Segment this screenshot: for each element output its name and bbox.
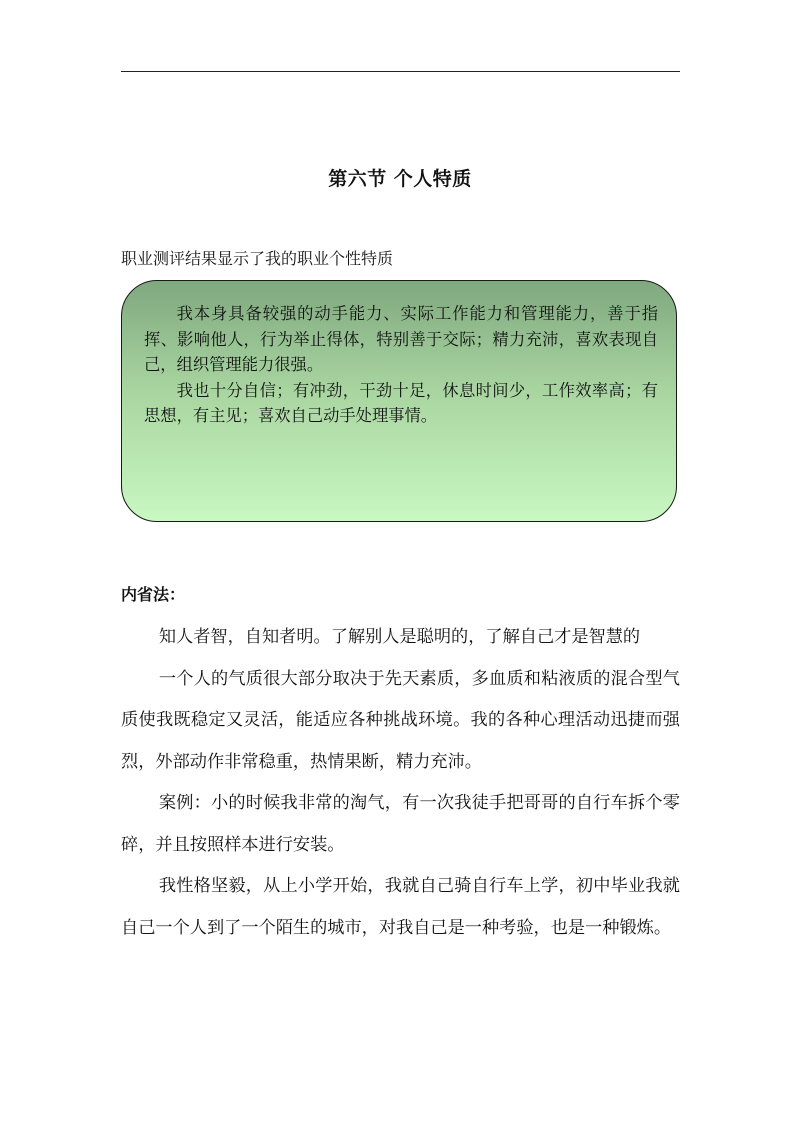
body-paragraph: 一个人的气质很大部分取决于先天素质，多血质和粘液质的混合型气质使我既稳定又灵活，能适应各种挑战环境。我的各种心理活动迅捷而强烈，外部动作非常稳重，热情果断，精力充沛。	[121, 668, 680, 772]
body-paragraph: 知人者智，自知者明。了解别人是聪明的，了解自己才是智慧的	[158, 627, 641, 647]
intro-line: 职业测评结果显示了我的职业个性特质	[121, 249, 394, 268]
introspection-heading: 内省法：	[121, 585, 186, 604]
introspection-body	[121, 617, 680, 949]
section-title: 第六节 个人特质	[328, 168, 472, 190]
body-paragraph: 我性格坚毅，从上小学开始，我就自己骑自行车上学，初中毕业我就自己一个人到了一个陌生的城市，对我自己是一种考验，也是一种锻炼。	[121, 876, 680, 938]
header-rule	[121, 71, 680, 72]
trait-paragraph: 我本身具备较强的动手能力、实际工作能力和管理能力，善于指挥、影响他人，行为举止得体，特别善于交际；精力充沛，喜欢表现自己，组织管理能力很强。	[144, 304, 658, 374]
body-paragraph: 案例：小的时候我非常的淘气，有一次我徒手把哥哥的自行车拆个零碎，并且按照样本进行安装。	[121, 793, 680, 855]
trait-paragraph: 我也十分自信；有冲劲，干劲十足，休息时间少，工作效率高；有思想，有主见；喜欢自己动手处理事情。	[144, 380, 658, 425]
trait-summary-box	[121, 280, 677, 522]
